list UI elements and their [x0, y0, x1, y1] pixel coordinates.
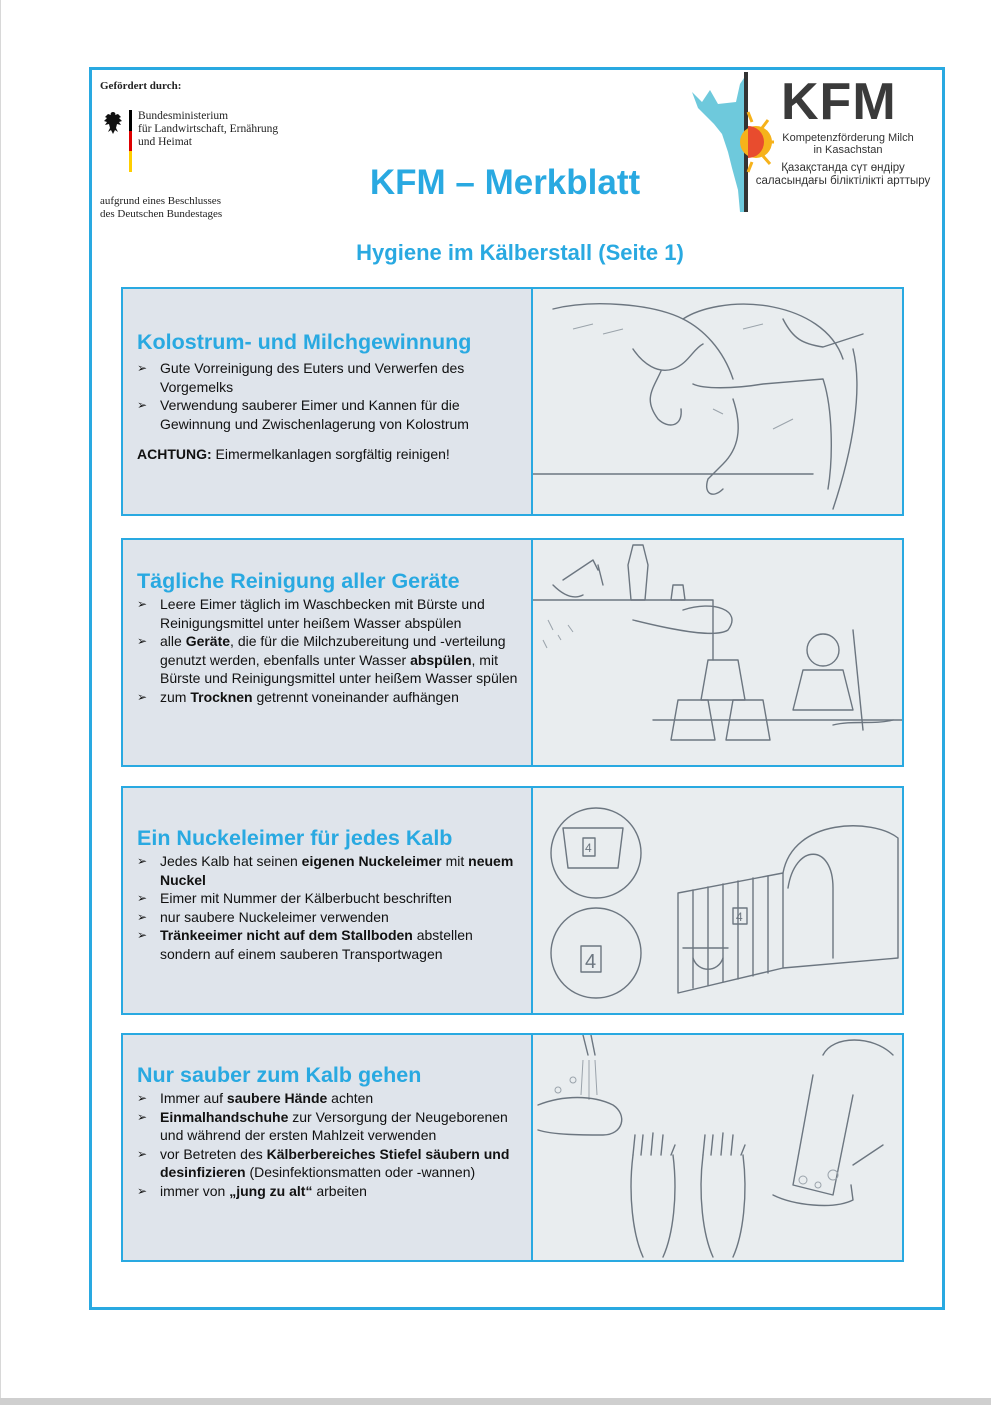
bullet-text: (Desinfektionsmatten oder -wannen)	[245, 1164, 476, 1180]
bullet-text: abstellen sondern auf einem sauberen Transportwagen	[160, 927, 473, 962]
bullet-text: , die für die Milchzubereitung und -verteilung genutzt werden, ebenfalls unter Wasser	[160, 633, 506, 668]
german-flag-bar	[129, 110, 132, 172]
bullet-emphasis: neuem Nuckel	[160, 853, 514, 888]
bullet-text: , mit Bürste und Reinigungsmittel unter heißem Wasser spülen	[160, 651, 518, 686]
bullet-text: nur saubere Nuckeleimer verwenden	[160, 908, 389, 925]
bullet-item	[137, 1145, 522, 1182]
kfm-logo-subtitle-de: Kompetenzförderung Milch in Kasachstan	[782, 132, 914, 156]
bullet-item	[137, 632, 522, 688]
bullet-list	[137, 1089, 522, 1200]
flag-stripe-black	[129, 110, 132, 131]
bullet-list	[137, 595, 522, 706]
bullet-text: Eimer mit Nummer der Kälberbucht beschriften	[160, 890, 452, 906]
page-edge	[0, 0, 1, 1398]
bullet-list	[137, 852, 522, 963]
bullet-text: getrennt voneinander aufhängen	[252, 688, 459, 705]
section-text-column	[123, 289, 533, 514]
section-card-bucket	[121, 786, 904, 1015]
cleaning-illustration	[533, 540, 902, 765]
section-text-column	[123, 788, 533, 1013]
bullet-text: arbeiten	[312, 1182, 367, 1199]
bullet-item	[137, 396, 522, 433]
page-subtitle: Hygiene im Kälberstall (Seite 1)	[356, 240, 684, 265]
bullet-text: achten	[327, 1090, 374, 1106]
bullet-emphasis: saubere Hände	[226, 1090, 328, 1106]
flag-stripe-gold	[129, 151, 132, 172]
page-title: KFM – Merkblatt	[369, 163, 641, 202]
section-card-hygiene	[121, 1033, 904, 1262]
bullet-emphasis: Tränkeeimer nicht auf dem Stallboden	[160, 927, 413, 943]
kfm-logo-text: KFM	[781, 73, 897, 131]
bullet-list	[137, 359, 522, 433]
bullet-item	[137, 595, 522, 632]
bullet-emphasis: Einmalhandschuhe	[160, 1108, 289, 1125]
hands-boots-illustration	[533, 1035, 902, 1260]
bullet-item	[137, 926, 522, 963]
bullet-emphasis: „jung zu alt“	[229, 1182, 313, 1199]
bullet-text: vor Betreten des	[160, 1145, 267, 1162]
section-card-cleaning	[121, 538, 904, 767]
bullet-item	[137, 359, 522, 396]
bullet-emphasis: abspülen	[410, 651, 472, 668]
section-heading: Ein Nuckeleimer für jedes Kalb	[137, 826, 453, 850]
bullet-text: Gute Vorreinigung des Euters und Verwerfen des Vorgemelks	[160, 360, 465, 395]
bullet-text: Jedes Kalb hat seinen	[160, 853, 302, 869]
bullet-item	[137, 889, 522, 908]
bullet-item	[137, 908, 522, 927]
section-text-column	[123, 1035, 533, 1260]
milking-illustration	[533, 289, 902, 514]
ministry-name: Bundesministerium für Landwirtschaft, Ernährung und Heimat	[138, 110, 279, 148]
bullet-text: zur Versorgung der Neugeborenen und während der ersten Mahlzeit verwenden	[160, 1108, 508, 1143]
bullet-text: zum	[160, 688, 191, 705]
bundestag-resolution: aufgrund eines Beschlusses des Deutschen Bundestages	[100, 195, 223, 220]
bullet-item	[137, 688, 522, 707]
bullet-emphasis: Geräte	[185, 633, 231, 649]
section-card-colostrum	[121, 287, 904, 516]
bullet-emphasis: Trocknen	[190, 688, 253, 705]
bullet-text: Immer auf	[160, 1090, 227, 1106]
bullet-text: immer von	[160, 1182, 230, 1199]
bullet-item	[137, 1089, 522, 1108]
illustration-cleaning	[533, 540, 902, 765]
funder-label: Gefördert durch:	[100, 80, 182, 92]
illustration-milking	[533, 289, 902, 514]
calf-hutch-illustration	[533, 788, 902, 1013]
section-heading: Nur sauber zum Kalb gehen	[137, 1063, 422, 1087]
funder-block	[100, 80, 340, 220]
kfm-logo-subtitle-kk: Қазақстанда сүт өндіру саласындағы біліктілікті арттыру	[755, 162, 931, 187]
bucket-number-label: 4	[736, 910, 743, 924]
warning-label: ACHTUNG:	[137, 446, 212, 462]
bullet-item	[137, 1108, 522, 1145]
section-heading: Tägliche Reinigung aller Geräte	[137, 569, 460, 593]
warning-note	[137, 446, 450, 462]
bullet-item	[137, 1182, 522, 1201]
illustration-calf-hutch	[533, 788, 902, 1013]
flag-stripe-red	[129, 131, 132, 152]
warning-text: Eimermelkanlagen sorgfältig reinigen!	[211, 446, 450, 462]
bullet-item	[137, 852, 522, 889]
bullet-text: mit	[441, 853, 469, 869]
section-heading: Kolostrum- und Milchgewinnung	[137, 330, 472, 354]
bullet-text: Verwendung sauberer Eimer und Kannen für die Gewinnung und Zwischenlagerung von Kolostrum	[160, 397, 469, 432]
illustration-hands-boots	[533, 1035, 902, 1260]
bucket-number-label: 4	[585, 841, 592, 855]
page-bottom-shadow	[0, 1398, 991, 1405]
bucket-number-label: 4	[585, 951, 597, 973]
bullet-emphasis: Kälberbereiches Stiefel säubern und desinfizieren	[160, 1145, 510, 1180]
federal-eagle-icon	[102, 110, 124, 136]
bullet-text: Leere Eimer täglich im Waschbecken mit Bürste und Reinigungsmittel unter heißem Wasser abspülen	[160, 596, 485, 631]
kfm-logo	[688, 72, 933, 212]
section-text-column	[123, 540, 533, 765]
bullet-text: alle	[160, 633, 186, 649]
bullet-emphasis: eigenen Nuckeleimer	[301, 853, 442, 869]
